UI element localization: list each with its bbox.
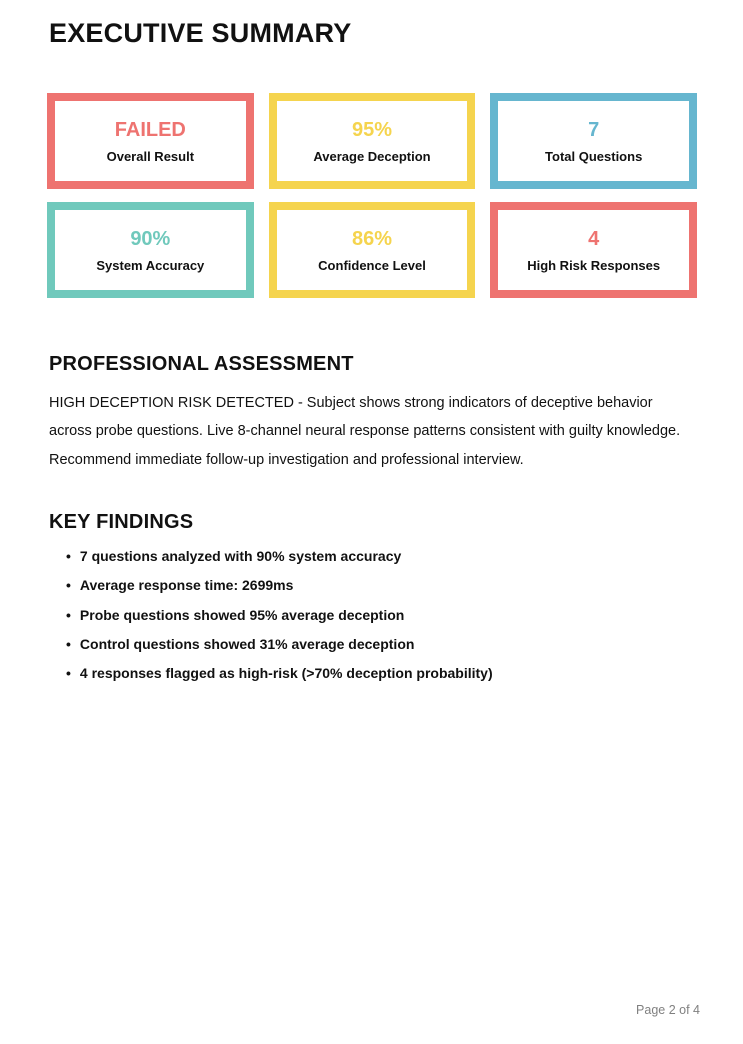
page-title: EXECUTIVE SUMMARY	[49, 18, 352, 48]
bullet-icon: •	[66, 665, 71, 682]
stat-card	[269, 202, 476, 298]
stat-card-label: System Accuracy	[96, 257, 205, 273]
stat-card	[47, 93, 254, 189]
stat-card-label: Overall Result	[106, 148, 195, 164]
finding-text: Control questions showed 31% average deception	[79, 635, 415, 652]
finding-item	[66, 666, 696, 681]
finding-text: 4 responses flagged as high-risk (>70% deception probability)	[79, 665, 493, 682]
stat-card-label: Average Deception	[313, 148, 431, 164]
stat-card-value: 90%	[130, 227, 171, 250]
stat-card-value: 4	[588, 227, 600, 250]
stat-card	[47, 202, 254, 298]
finding-item	[66, 637, 696, 652]
stat-card-label: Confidence Level	[318, 257, 426, 273]
stat-card-grid	[47, 93, 697, 298]
bullet-icon: •	[66, 635, 71, 652]
finding-item	[66, 578, 696, 593]
finding-text: 7 questions analyzed with 90% system accuracy	[79, 547, 402, 564]
stat-card-value: 95%	[351, 118, 392, 141]
stat-card-label: High Risk Responses	[527, 257, 661, 273]
professional-assessment-heading: PROFESSIONAL ASSESSMENT	[49, 353, 354, 375]
bullet-icon: •	[66, 547, 71, 564]
finding-item	[66, 549, 696, 564]
stat-card-value: 7	[588, 118, 600, 141]
bullet-icon: •	[66, 577, 71, 594]
stat-card-value: 86%	[351, 227, 392, 250]
stat-card-label: Total Questions	[545, 148, 643, 164]
professional-assessment-body: HIGH DECEPTION RISK DETECTED - Subject shows strong indicators of deceptive behavior across probe questions. Live 8-channel neural response patterns consistent with guilty knowledge. Recommend immediate follow-up investigation and professional interview.	[49, 395, 681, 468]
stat-card	[269, 93, 476, 189]
stat-card-value: FAILED	[114, 118, 186, 141]
bullet-icon: •	[66, 606, 71, 623]
key-findings-heading: KEY FINDINGS	[49, 510, 194, 533]
finding-text: Average response time: 2699ms	[79, 577, 294, 594]
finding-item	[66, 608, 696, 623]
page-number: Page 2 of 4	[636, 1003, 700, 1017]
finding-text: Probe questions showed 95% average deception	[79, 606, 405, 623]
stat-card	[490, 93, 697, 189]
key-findings-list	[0, 549, 743, 682]
stat-card	[490, 202, 697, 298]
